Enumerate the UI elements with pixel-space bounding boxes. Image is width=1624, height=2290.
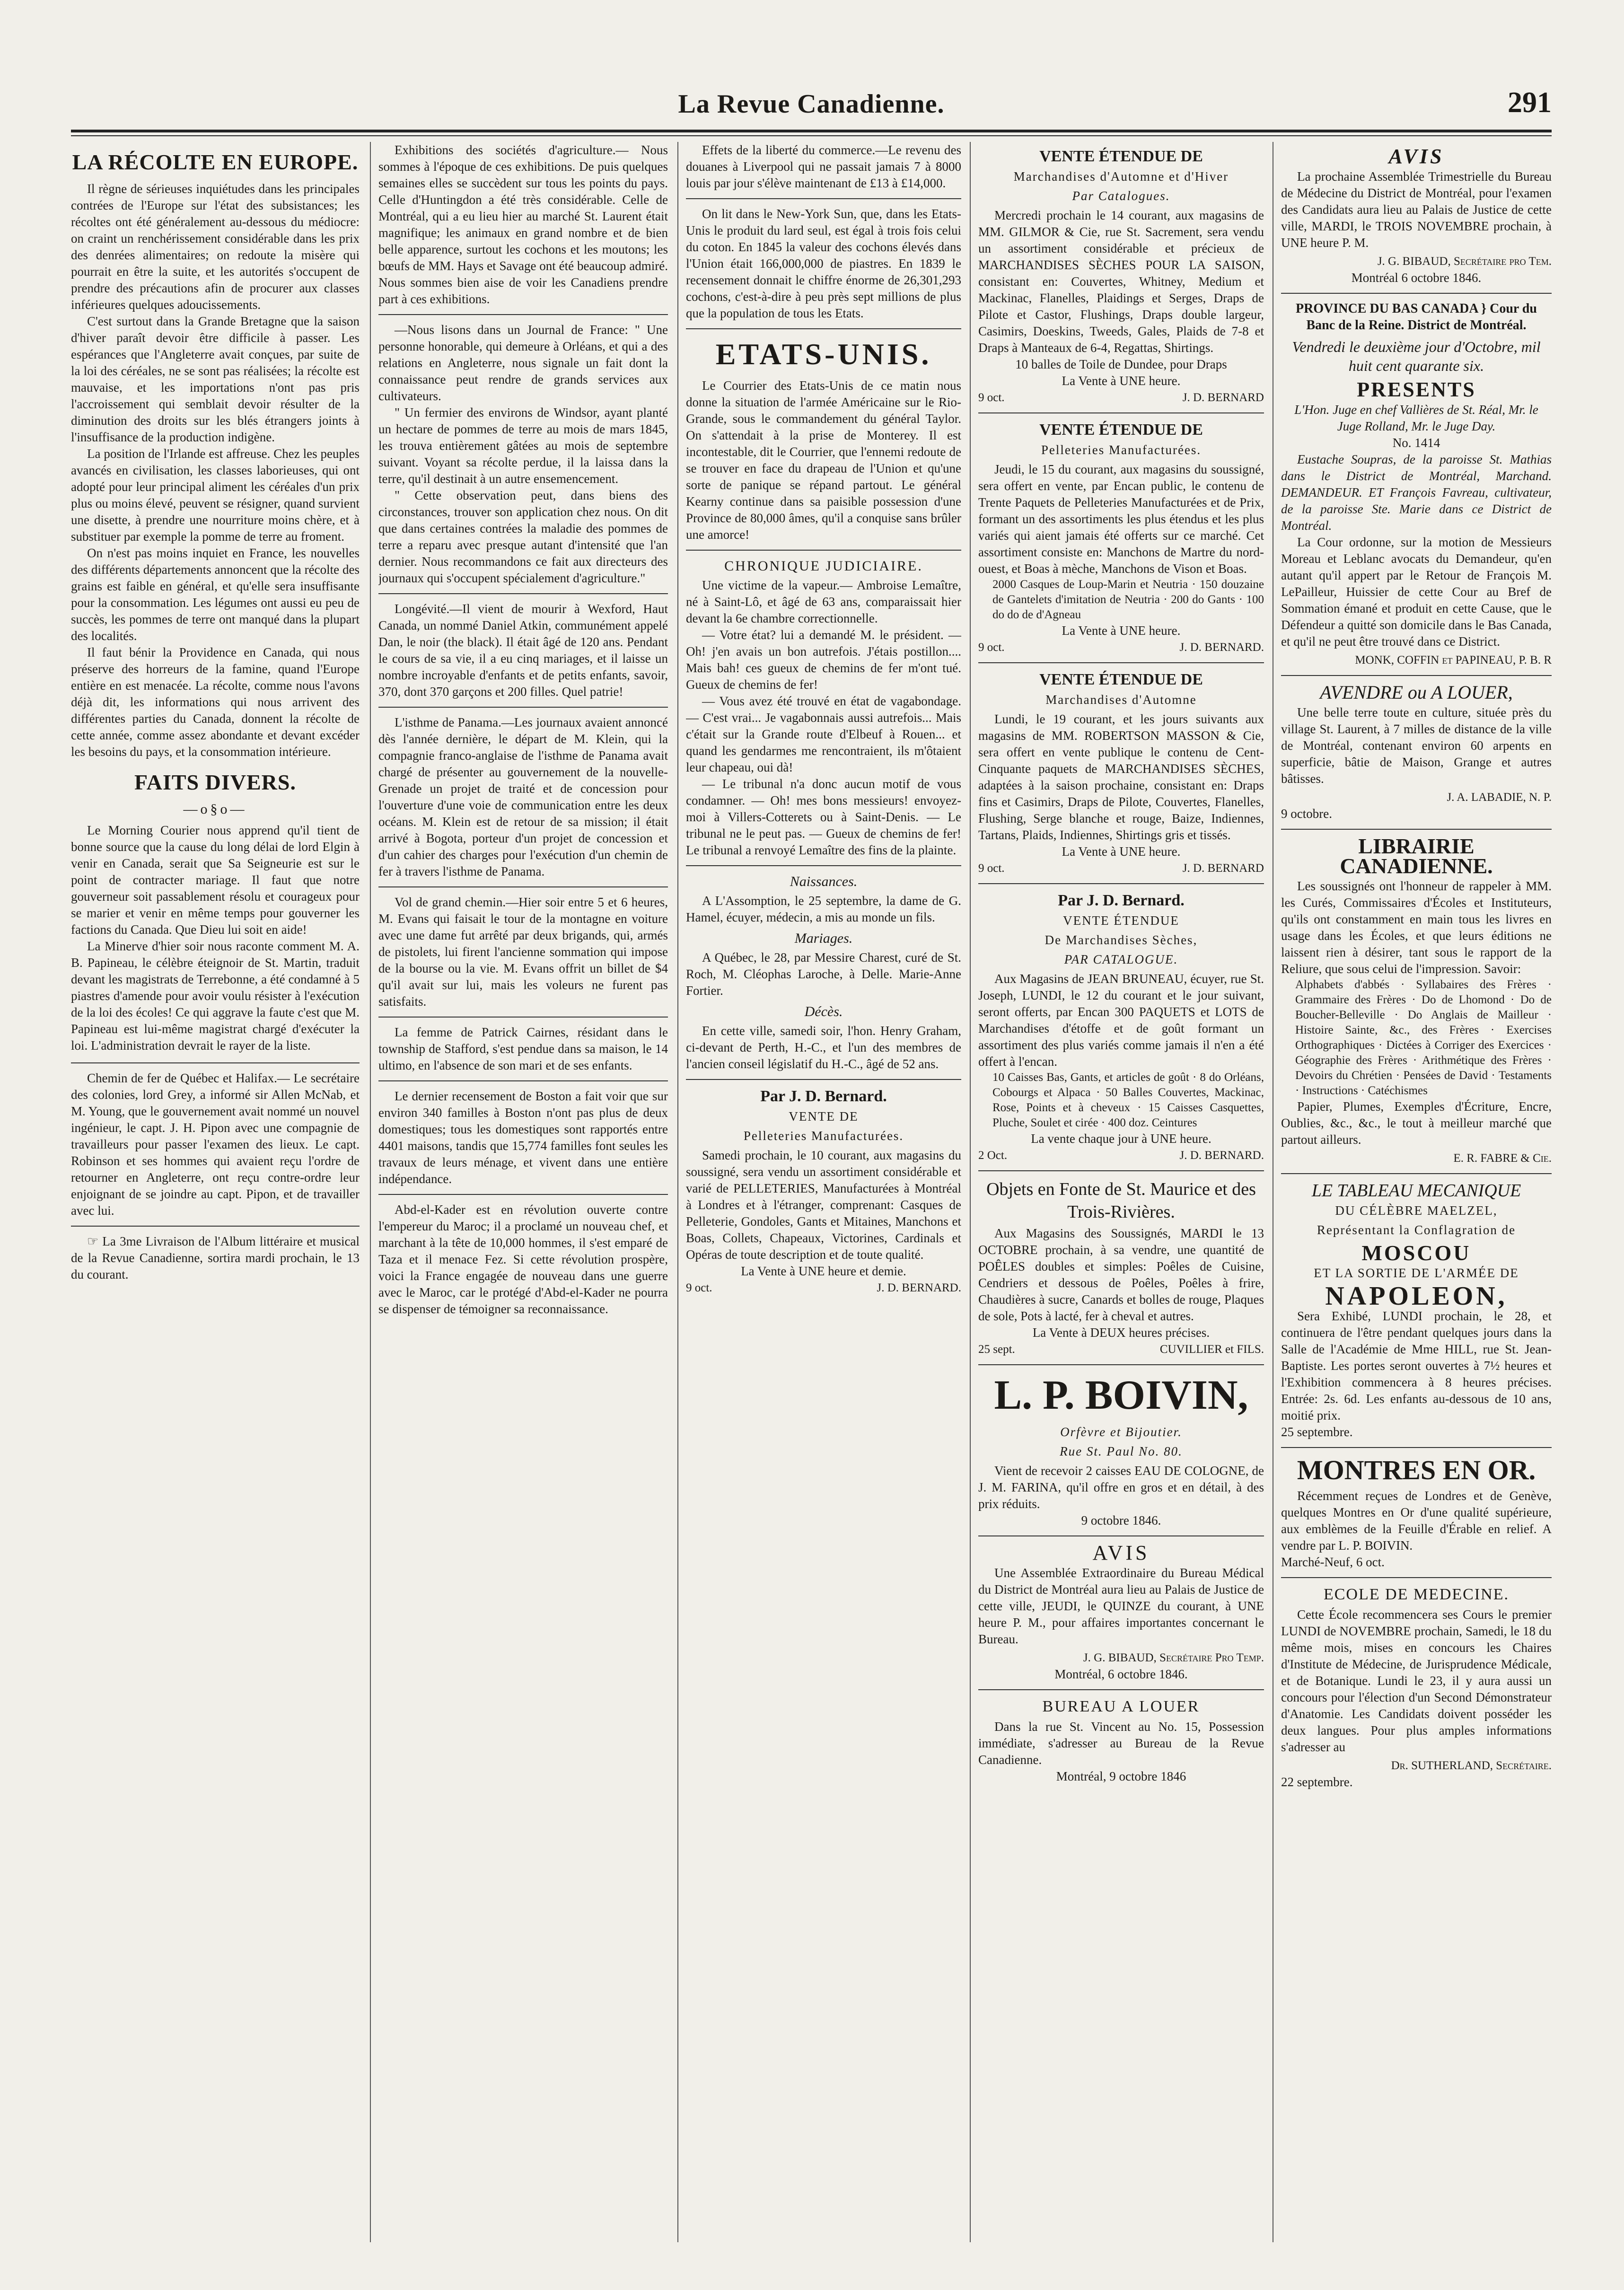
merchant-name: L. P. BOIVIN, bbox=[994, 1372, 1248, 1418]
masthead-rule-thin bbox=[71, 135, 1552, 136]
column-divider bbox=[970, 142, 971, 2242]
paragraph: Il faut bénir la Providence en Canada, qui nous préserve des horreurs de la famine, quand l'Europe entière en est menacée. La récolte, comme nous l'avons déjà dit, les informations qui nous arrivent des différentes parties du Canada, donnent la récolte de cette année, comme assez abondante et devant excéder les besoins du pays, et la consommation intérieure. bbox=[71, 645, 360, 759]
paragraph: Effets de la liberté du commerce.—Le revenu des douanes à Liverpool qui ne passait jamais 7 à 8000 louis par jour s'élève maintenant de £13 à £14,000. bbox=[686, 143, 961, 190]
separator bbox=[978, 412, 1264, 413]
paragraph: —Nous lisons dans un Journal de France: " Une personne honorable, qui demeure à Orléans, et qui a des relations en Angleterre, nous signale un fait dont la connaissance peut rendre de grands services aux cultivateurs. bbox=[378, 323, 668, 403]
paragraph: Jeudi, le 15 du courant, aux magasins du soussigné, sera offert en vente, par Encan public, le contenu de Trente Paquets de Pelleteries Manufacturées et de Prix, formant un des assortiments les plus étendus et les plus variés qui aient jamais été offerts sur ce marché. Cet assortiment consiste en: Manchons de Martre du nord-ouest, et Boas à mèche, Manchons de Vison et Boas. bbox=[978, 462, 1264, 576]
separator bbox=[1281, 675, 1552, 676]
separator bbox=[378, 886, 668, 887]
paragraph: En cette ville, samedi soir, l'hon. Henry Graham, ci-devant de Perth, H.-C., et l'un des membres de l'ancien conseil législatif du H.-C., âgé de 52 ans. bbox=[686, 1024, 961, 1071]
paragraph: A L'Assomption, le 25 septembre, la dame de G. Hamel, écuyer, médecin, a mis au monde un fils. bbox=[686, 894, 961, 924]
paragraph: La Cour ordonne, sur la motion de Messieurs Moreau et Leblanc avocats du Demandeur, qu'en autant qu'il appert par le Retour de François M. LePailleur, Huissier de cette Cour au Bref de Sommation émané et produit en cette Cause, que le Défendeur a quitté son domicile dans le Bas Canada, et qu'il ne peut être trouvé dans ce District. bbox=[1281, 535, 1552, 649]
paragraph: Les soussignés ont l'honneur de rappeler à MM. les Curés, Commissaires d'Écoles et Instituteurs, qu'ils ont constamment en main tous les livres en usage dans les Écoles, et que leurs éditions ne laissent rien à désirer, tant sous le rapport de la Reliure, que sous celui de l'impression. Savoir: bbox=[1281, 879, 1552, 976]
column-divider bbox=[677, 142, 678, 2242]
ad-title: VENTE ÉTENDUE DE bbox=[1039, 421, 1203, 439]
separator bbox=[71, 1226, 360, 1227]
court-header: PROVINCE DU BAS CANADA } Cour du Banc de la Reine. District de Montréal. bbox=[1296, 301, 1537, 333]
ornament: —o§o— bbox=[183, 801, 247, 817]
court-presents: PRESENTS bbox=[1357, 378, 1476, 401]
ad-title: VENTE ÉTENDUE DE bbox=[1039, 671, 1203, 688]
ad-signature: J. D. BERNARD. bbox=[1179, 1149, 1264, 1162]
separator bbox=[978, 883, 1264, 884]
separator bbox=[686, 328, 961, 329]
paragraph: C'est surtout dans la Grande Bretagne que la saison d'hiver paraît devoir être difficile à passer. Les espérances que l'Angleterre avait conçues, par suite de la loi des céréales, ne se sont pas réalisées; la récolte est mauvaise, et les importations n'ont pas pris l'accroissement qui semblait devoir résulter de la diminution des droits sur les blés étrangers joints à l'insuffisance de la production indigène. bbox=[71, 314, 360, 444]
paragraph: La Minerve d'hier soir nous raconte comment M. A. B. Papineau, le célèbre éteignoir de St. Martin, traduit devant les magistrats de Terrebonne, a été condamné à 5 piastres d'amende pour avoir voulu résister à l'exécution de la loi des écoles! Ce qui aggrave la faute c'est que M. Papineau est lui-même magistrat chargé d'exécuter la loi. L'administration devrait le rayer de la liste. bbox=[71, 939, 360, 1053]
ad-footer bbox=[978, 1341, 1264, 1358]
ad-title: MOSCOU bbox=[1361, 1241, 1471, 1265]
separator bbox=[1281, 1577, 1552, 1578]
newspaper-title: La Revue Canadienne. bbox=[678, 89, 945, 119]
separator bbox=[1281, 1173, 1552, 1174]
ad-title: MONTRES EN OR. bbox=[1297, 1455, 1536, 1485]
paragraph: Papier, Plumes, Exemples d'Écriture, Encre, Oublies, &c., &c., le tout à meilleur marché que partout ailleurs. bbox=[1281, 1099, 1552, 1147]
ad-signature: J. D. BERNARD bbox=[1182, 391, 1264, 404]
separator bbox=[978, 1689, 1264, 1690]
section-title: Naissances. bbox=[790, 874, 858, 889]
ad-subtitle: Orfèvre et Bijoutier. bbox=[1060, 1425, 1182, 1439]
stock-list: 2000 Casques de Loup-Marin et Neutria · 150 douzaine de Gantelets d'imitation de Neutria · 200 do Gants · 100 do do de d'Agneau bbox=[992, 578, 1264, 621]
ad-extra: 10 balles de Toile de Dundee, pour Draps bbox=[1015, 357, 1227, 371]
page-number: 291 bbox=[1508, 87, 1552, 119]
ad-date: 9 oct. bbox=[978, 391, 1005, 404]
ad-title: Par J. D. Bernard. bbox=[1058, 892, 1185, 909]
ad-date: Montréal 6 octobre 1846. bbox=[1351, 271, 1482, 285]
paragraph: L'isthme de Panama.—Les journaux avaient annoncé dès l'année dernière, le départ de M. Klein, qui la compagnie franco-anglaise de l'isthme de Panama avait chargé de présenter au gouvernement de la nouvelle-Grenade un projet de traité et de concession pour l'ouverture d'une voie de communication entre les deux océans. M. Klein est de retour de sa mission; il était arrivé à Bogota, porteur d'un projet de concession et d'un cahier des charges pour l'exécution d'un chemin de fer à travers l'isthme de Panama. bbox=[378, 715, 668, 878]
ad-footer bbox=[686, 1280, 961, 1296]
column-divider bbox=[370, 142, 371, 2242]
ad-conditions: La Vente à UNE heure. bbox=[1062, 374, 1181, 388]
ad-date: Marché-Neuf, 6 oct. bbox=[1281, 1555, 1385, 1569]
ad-title: NAPOLEON, bbox=[1325, 1281, 1508, 1311]
paragraph: Le Courrier des Etats-Unis de ce matin nous donne la situation de l'armée Américaine sur le Rio-Grande, sous le commandement du général Taylor. On s'attendait à la prise de Monterey. Il est incontestable, dit le Courrier, que l'ennemi redoute de se trouver en face du drapeau de l'Union et qu'une sorte de panique se répand partout. Le général Kearny continue dans sa paisible possession d'une Province de 80,000 âmes, qu'il a conquise sans brûler une amorce! bbox=[686, 378, 961, 542]
section-title: CHRONIQUE JUDICIAIRE. bbox=[724, 558, 923, 574]
paragraph: Exhibitions des sociétés d'agriculture.— Nous sommes à l'époque de ces exhibitions. De puis quelques semaines elles se succèdent sur tous les points du pays. Celle d'Huntingdon a été très considérable. Celle de Montréal, qui a eu lieu hier au marché St. Laurent était magnifique; les animaux en grand nombre et de bien belle apparence, surtout les cochons et les moutons; les bœufs de MM. Hays et Savage ont été beaucoup admiré. Nous sommes bien aise de voir les Canadiens prendre part à ces exhibitions. bbox=[378, 143, 668, 306]
separator bbox=[686, 198, 961, 199]
ad-date: Montréal, 6 octobre 1846. bbox=[1054, 1667, 1188, 1681]
paragraph: Le dernier recensement de Boston a fait voir que sur environ 340 familles à Boston n'ont pas plus de deux domestiques; tous les domestiques sont rapportés entre 4401 maisons, tandis que 15,774 familles font seules les travaux de leurs ménage, et vivent dans une entière indépendance. bbox=[378, 1089, 668, 1186]
ad-date: 25 septembre. bbox=[1281, 1425, 1353, 1439]
ad-subtitle: VENTE ÉTENDUE bbox=[1063, 913, 1179, 928]
court-judges: L'Hon. Juge en chef Vallières de St. Réal, Mr. le Juge Rolland, Mr. le Juge Day. bbox=[1294, 403, 1538, 433]
masthead bbox=[71, 84, 1552, 141]
ad-conditions: La Vente à UNE heure. bbox=[1062, 623, 1181, 638]
separator bbox=[686, 550, 961, 551]
ad-signature: MONK, COFFIN et PAPINEAU, P. B. R bbox=[1355, 654, 1552, 667]
article-faits-divers bbox=[71, 822, 360, 1054]
ad-date: 22 septembre. bbox=[1281, 1775, 1353, 1789]
ad-signature: J. D. BERNARD. bbox=[1179, 641, 1264, 654]
column-2 bbox=[378, 142, 668, 2242]
separator bbox=[378, 593, 668, 594]
separator bbox=[1281, 1447, 1552, 1448]
ad-date: 9 oct. bbox=[686, 1281, 712, 1294]
ad-signature: J. G. BIBAUD, Secrétaire Pro Temp. bbox=[1083, 1651, 1264, 1664]
article-title: LA RÉCOLTE EN EUROPE. bbox=[72, 150, 359, 174]
ad-subtitle: VENTE DE bbox=[789, 1109, 859, 1123]
separator bbox=[378, 1080, 668, 1081]
address: Rue St. Paul No. 80. bbox=[1060, 1444, 1183, 1458]
ad-subtitle: PAR CATALOGUE. bbox=[1064, 952, 1178, 966]
section-title: Mariages. bbox=[794, 930, 853, 946]
ad-subtitle: Représentant la Conflagration de bbox=[1317, 1223, 1516, 1237]
article-recolte bbox=[71, 181, 360, 760]
book-list: Alphabets d'abbés · Syllabaires des Frères · Grammaire des Frères · Do de Lhomond · Do de Boucher-Belleville · Do Anglais de Mailleur · Histoire Sainte, &c., des Frères · Exercises Orthographiques · Dictées à Corriger des Exercices · Géographie des Frères · Arithmétique des Frères · Devoirs du Chrétien · Pensées de David · Testaments · Instructions · Catéchismes bbox=[1295, 978, 1552, 1097]
separator bbox=[71, 1062, 360, 1063]
ad-footer bbox=[978, 639, 1264, 656]
ad-subtitle: ET LA SORTIE DE L'ARMÉE DE bbox=[1314, 1266, 1519, 1280]
paragraph: Une belle terre toute en culture, située près du village St. Laurent, à 7 milles de distance de la ville de Montréal, contenant environ 60 arpents en superficie, bâtie de Maison, Grange et autres bâtisses. bbox=[1281, 705, 1552, 786]
ad-date: 9 oct. bbox=[978, 641, 1005, 654]
masthead-rule bbox=[71, 130, 1552, 132]
ad-conditions: La vente chaque jour à UNE heure. bbox=[1031, 1132, 1211, 1146]
separator bbox=[686, 1079, 961, 1080]
separator bbox=[686, 865, 961, 866]
ad-signature: Dr. SUTHERLAND, Secrétaire. bbox=[1391, 1759, 1552, 1772]
ad-footer bbox=[978, 860, 1264, 877]
ad-title: VENTE ÉTENDUE DE bbox=[1039, 148, 1203, 165]
separator bbox=[978, 1535, 1264, 1536]
ad-title: AVIS bbox=[1388, 145, 1444, 168]
paragraph: Récemment reçues de Londres et de Genève, quelques Montres en Or d'une qualité supérieure, aux emblèmes de la Feuille d'Érable en relief. A vendre par L. P. BOIVIN. bbox=[1281, 1489, 1552, 1553]
column-5 bbox=[1281, 142, 1552, 2242]
ad-title: LIBRAIRIE CANADIENNE. bbox=[1340, 834, 1493, 878]
column-1 bbox=[71, 142, 360, 2242]
column-3 bbox=[686, 142, 961, 2242]
ad-subtitle: Par Catalogues. bbox=[1072, 189, 1170, 203]
separator bbox=[1281, 829, 1552, 830]
ad-subtitle: DU CÉLÈBRE MAELZEL, bbox=[1335, 1203, 1498, 1218]
paragraph: La femme de Patrick Cairnes, résidant dans le township de Stafford, s'est pendue dans sa maison, le 14 ultimo, en l'absence de son mari et de ses enfants. bbox=[378, 1025, 668, 1072]
separator bbox=[378, 707, 668, 708]
paragraph: La position de l'Irlande est affreuse. Chez les peuples avancés en civilisation, les classes laborieuses, qui ont adopté pour leur principal aliment les céréales d'un prix plus ou moins élevé, peuvent se résigner, quand survient une disette, à prendre une nourriture moins chère, et à substituer par exemple la pomme de terre au froment. bbox=[71, 447, 360, 544]
article-title: FAITS DIVERS. bbox=[134, 770, 296, 794]
column-4 bbox=[978, 142, 1264, 2242]
paragraph: Vol de grand chemin.—Hier soir entre 5 et 6 heures, M. Evans qui faisait le tour de la montagne en voiture avec une dame fut arrêté par deux brigands, qui, armés de pistolets, lui firent l'ancienne sommation qui impose de la bourse ou la vie. M. Evans offrit un billet de $4 qu'il avait sur lui, mais les voleurs ne furent pas satisfaits. bbox=[378, 895, 668, 1009]
ad-subtitle: Marchandises d'Automne et d'Hiver bbox=[1013, 169, 1229, 184]
ad-conditions: La Vente à UNE heure. bbox=[1062, 844, 1181, 859]
ad-date: 25 sept. bbox=[978, 1343, 1015, 1356]
ad-subtitle: Marchandises d'Automne bbox=[1045, 693, 1197, 707]
ad-date: 2 Oct. bbox=[978, 1149, 1008, 1162]
paragraph: Une victime de la vapeur.— Ambroise Lemaître, né à Saint-Lô, et âgé de 63 ans, comparaissait hier devant la 6e chambre correctionnelle. bbox=[686, 578, 961, 625]
paragraph: Mercredi prochain le 14 courant, aux magasins de MM. GILMOR & Cie, rue St. Sacrement, sera vendu un assortiment considérable et précieux de MARCHANDISES SÈCHES POUR LA SAISON, consistant en: Couvertes, Whitney, Medium et Mackinac, Flanelles, Plaidings et Serges, Draps de Pilote et Castor, Flushings, Draps double largeur, Casimirs, Doeskins, Tweeds, Gales, Plaids de 7-8 et Draps à Manteaux de 6-4, Regattas, Shirtings. bbox=[978, 208, 1264, 355]
ad-signature: J. G. BIBAUD, Secrétaire pro Tem. bbox=[1377, 255, 1552, 268]
ad-title: BUREAU A LOUER bbox=[1042, 1698, 1200, 1715]
ad-date: 9 oct. bbox=[978, 862, 1005, 875]
paragraph: Aux Magasins de JEAN BRUNEAU, écuyer, rue St. Joseph, LUNDI, le 12 du courant et le jour suivant, seront offerts, par Encan 300 PAQUETS et LOTS de Marchandises d'étoffe et de goût formant un assortiment des plus variés comme jamais il n'en a été offert à l'encan. bbox=[978, 972, 1264, 1069]
ad-signature: J. D. BERNARD bbox=[1182, 862, 1264, 875]
paragraph: Une Assemblée Extraordinaire du Bureau Médical du District de Montréal aura lieu au Palais de Justice de cette ville, JEUDI, le QUINZE du courant, à UNE heure P. M., pour affaires importantes concernant le Bureau. bbox=[978, 1566, 1264, 1646]
ad-signature: J. D. BERNARD. bbox=[877, 1281, 961, 1294]
paragraph: Le Morning Courier nous apprend qu'il tient de bonne source que la cause du long délai de lord Elgin à venir en Canada, serait que Sa Seigneurie est sur le point de contracter mariage. Il faut que notre gouverneur soit passablement résolu et courageux pour se marier et venir en même temps pour gouverner les factions du Canada. Que Dieu lui soit en aide! bbox=[71, 823, 360, 937]
ad-date: 9 octobre 1846. bbox=[1081, 1513, 1161, 1527]
ad-date: Montréal, 9 octobre 1846 bbox=[1056, 1769, 1186, 1783]
ad-title: AVENDRE ou A LOUER, bbox=[1320, 682, 1513, 703]
paragraph: Longévité.—Il vient de mourir à Wexford, Haut Canada, un nommé Daniel Atkin, communément appelé Dan, le noir (the black). Il était âgé de 120 ans. Pendant le cours de sa vie, il a eu cinq mariages, et il laisse un nombre incroyable d'enfants et de petits enfants, savoir, 370, dont 370 garçons et 200 filles. Quel patrie! bbox=[378, 602, 668, 699]
paragraph: Dans la rue St. Vincent au No. 15, Possession immédiate, s'adresser au Bureau de la Revue Canadienne. bbox=[978, 1720, 1264, 1767]
separator bbox=[978, 662, 1264, 663]
separator bbox=[378, 1017, 668, 1018]
stock-list: 10 Caisses Bas, Gants, et articles de goût · 8 do Orléans, Cobourgs et Alpaca · 50 Balles Couvertes, Mackinac, Rose, Points et à cheveux · 15 Caisses Casquettes, Pluche, Soulet et cirée · 400 doz. Ceintures bbox=[992, 1071, 1264, 1129]
paragraph: — Vous avez été trouvé en état de vagabondage. — C'est vrai... Je vagabonnais aussi autrefois... Mais c'était sur la Grande route d'Elbeuf à Rouen... et quand les gendarmes me rencontraient, ils m'ôtaient leur chapeau, oui dà! bbox=[686, 694, 961, 774]
separator bbox=[1281, 293, 1552, 294]
paragraph: Cette École recommencera ses Cours le premier LUNDI de NOVEMBRE prochain, Samedi, le 18 du même mois, mises en concours les Chaires d'Institute de Médecine, de Jurisprudence Médicale, et de Botanique. Lundi le 23, il y aura aussi un concours pour l'élection d'un Second Démonstrateur d'Anatomie. Les Candidats doivent posséder les deux langues. Pour plus amples informations s'adresser au bbox=[1281, 1607, 1552, 1754]
ad-title: Par J. D. Bernard. bbox=[760, 1088, 887, 1105]
separator bbox=[378, 314, 668, 315]
paragraph: Samedi prochain, le 10 courant, aux magasins du soussigné, sera vendu un assortiment considérable et varié de PELLETERIES, Manufacturées à Montréal à Londres et à l'étranger, comprenant: Casques de Pelleterie, Gondoles, Gants et Mitaines, Manchons et Boas, Collets, Chapeaux, Victorines, Cardinals et Opéras de toute description et de toute qualité. bbox=[686, 1148, 961, 1262]
ad-title: ECOLE DE MEDECINE. bbox=[1323, 1586, 1509, 1603]
ad-conditions: La Vente à UNE heure et demie. bbox=[741, 1264, 906, 1278]
paragraph: Vient de recevoir 2 caisses EAU DE COLOGNE, de J. M. FARINA, qu'il offre en gros et en détail, à des prix réduits. bbox=[978, 1464, 1264, 1511]
ad-footer bbox=[978, 1147, 1264, 1164]
separator bbox=[378, 1194, 668, 1195]
article-title: ETATS-UNIS. bbox=[715, 337, 932, 371]
ad-signature: CUVILLIER et FILS. bbox=[1159, 1343, 1264, 1356]
paragraph: Sera Exhibé, LUNDI prochain, le 28, et continuera de l'être pendant quelques jours dans la Salle de l'Académie de Mme HILL, rue St. Jean-Baptiste. Les portes seront ouvertes à 7½ heures et l'Exhibition commencera à 8 heures précises. Entrée: 2s. 6d. Les enfants au-dessous de 10 ans, moitié prix. bbox=[1281, 1309, 1552, 1422]
paragraph: A Québec, le 28, par Messire Charest, curé de St. Roch, M. Cléophas Laroche, à Delle. Marie-Anne Fortier. bbox=[686, 950, 961, 998]
paragraph: Il règne de sérieuses inquiétudes dans les principales contrées de l'Europe sur l'état des subsistances; les récoltes ont été généralement au-dessous du médiocre: on craint un renchérissement considérable dans les prix des denrées alimentaires; on redoute la misère qui pourrait en être la suite, et les autorités s'occupent de prendre des précautions afin de procurer aux classes inférieures quelques adoucissements. bbox=[71, 182, 360, 312]
paragraph: — Le tribunal n'a donc aucun motif de vous condamner. — Oh! mes bons messieurs! envoyez-moi à Villers-Cotterets ou à Saint-Denis. — Le tribunal ne le peut pas. — Gueux de chemins de fer! Le tribunal a renvoyé Lemaître des fins de la plainte. bbox=[686, 777, 961, 857]
section-title: Décès. bbox=[804, 1004, 843, 1019]
paragraph: Abd-el-Kader est en révolution ouverte contre l'empereur du Maroc; il a proclamé un nouveau chef, et marchant à la tête de 10,000 hommes, il s'est emparé de Taza et il menace Fez. Si cette révolution prospère, voici la France engagée de nouveau dans une guerre avec le Maroc, car le protégé d'Abd-el-Kader ne pourra se dispenser de témoigner sa reconnaissance. bbox=[378, 1202, 668, 1316]
ad-title: AVIS bbox=[1092, 1541, 1150, 1564]
ad-footer bbox=[978, 389, 1264, 406]
ad-title: Objets en Fonte de St. Maurice et des Trois-Rivières. bbox=[986, 1179, 1256, 1222]
court-parties: Eustache Soupras, de la paroisse St. Mathias dans le District de Montréal, Marchand. DEMANDEUR. ET François Favreau, cultivateur, de la paroisse Ste. Marie dans ce District de Montréal. bbox=[1281, 452, 1552, 533]
ad-title: LE TABLEAU MECANIQUE bbox=[1311, 1181, 1521, 1201]
paragraph: Chemin de fer de Québec et Halifax.— Le secrétaire des colonies, lord Grey, a informé sir Allen McNab, et M. Young, que le gouvernement avait nommé un nouvel ingénieur, le capt. J. H. Pipon avec une compagnie de travailleurs pour passer l'examen des lieux. Le capt. Robinson et ses hommes qui avaient reçu l'ordre de retourner en Angleterre, ont reçu contre-ordre leur enjoignant de se joindre au capt. Pipon, et de travailler avec lui. bbox=[71, 1071, 360, 1218]
paragraph: On lit dans le New-York Sun, que, dans les Etats-Unis le produit du lard seul, est égal à trois fois celui du coton. En 1845 la valeur des cochons élevés dans l'Union était 166,000,000 de piastres. En 1839 le recensement donnait le chiffre énorme de 26,301,293 cochons, c'est-à-dire à peu près sept millions de plus que la population de tous les Etats. bbox=[686, 207, 961, 320]
paragraph: " Cette observation peut, dans biens des circonstances, trouver son application chez nous. On dit que dans certaines contrées la maladie des pommes de terre a reparu avec presque autant d'intensité que l'an dernier. Nous recommandons ce fait aux directeurs des journaux qui s'occupent spécialement d'agriculture." bbox=[378, 488, 668, 585]
ad-signature: J. A. LABADIE, N. P. bbox=[1447, 791, 1552, 804]
paragraph: Aux Magasins des Soussignés, MARDI le 13 OCTOBRE prochain, à sa vendre, une quantité de POÊLES doubles et simples: Poêles de Cuisine, Cendriers et dessous de Poêles, Poêles à frire, Chaudières à sucre, Canards et bolles de rouge, Plaques de sole, Pots à lacté, fer à cheval et autres. bbox=[978, 1226, 1264, 1323]
ad-subtitle: Pelleteries Manufacturées. bbox=[1041, 443, 1202, 457]
ad-subtitle: De Marchandises Sèches, bbox=[1045, 933, 1198, 947]
paragraph: La prochaine Assemblée Trimestrielle du Bureau de Médecine du District de Montréal, pour l'examen des Candidats aura lieu au Palais de Justice de cette ville, MARDI, le TROIS NOVEMBRE prochain, à UNE heure P. M. bbox=[1281, 169, 1552, 250]
court-date: Vendredi le deuxième jour d'Octobre, mil huit cent quarante six. bbox=[1292, 338, 1541, 374]
ad-date: 9 octobre. bbox=[1281, 807, 1332, 821]
case-number: No. 1414 bbox=[1392, 436, 1440, 450]
paragraph: ☞ La 3me Livraison de l'Album littéraire et musical de la Revue Canadienne, sortira mardi prochain, le 13 du courant. bbox=[71, 1234, 360, 1281]
ad-conditions: La Vente à DEUX heures précises. bbox=[1032, 1325, 1210, 1340]
ad-subtitle: Pelleteries Manufacturées. bbox=[743, 1129, 904, 1143]
paragraph: " Un fermier des environs de Windsor, ayant planté un hectare de pommes de terre au mois de mars 1845, les trouva entièrement gâtées au mois de septembre suivant. Voyant sa récolte perdue, il la laissa dans la terre, qu'il destinait à un autre ensemencement. bbox=[378, 405, 668, 486]
separator bbox=[978, 1170, 1264, 1171]
paragraph: — Votre état? lui a demandé M. le président. — Oh! j'en avais un bon autrefois. J'étais postillon.... Mais bah! ces gueux de chemins de fer m'ont tué. Gueux de chemins de fer! bbox=[686, 628, 961, 692]
ad-signature: E. R. FABRE & Cie. bbox=[1453, 1152, 1552, 1165]
paragraph: Lundi, le 19 courant, et les jours suivants aux magasins de MM. ROBERTSON MASSON & Cie, sera offert en vente publique le contenu de Cent-Cinquante paquets de MARCHANDISES SÈCHES, adaptées à la saison prochaine, consistant en: Draps fins et Casimirs, Draps de Pilote, Couvertes, Flanelles, Flushing, Serge blanche et rouge, Baize, Indiennes, Tartans, Plaids, Indiennes, Shirtings gris et tissés. bbox=[978, 712, 1264, 842]
separator bbox=[978, 1364, 1264, 1365]
paragraph: On n'est pas moins inquiet en France, les nouvelles des différents départements annoncent que la récolte des grains est faible en général, et qu'elle sera insuffisante pour la consommation. Les légumes ont aussi eu peu de succès, les pommes de terre ont manqué dans la plupart des localités. bbox=[71, 546, 360, 643]
